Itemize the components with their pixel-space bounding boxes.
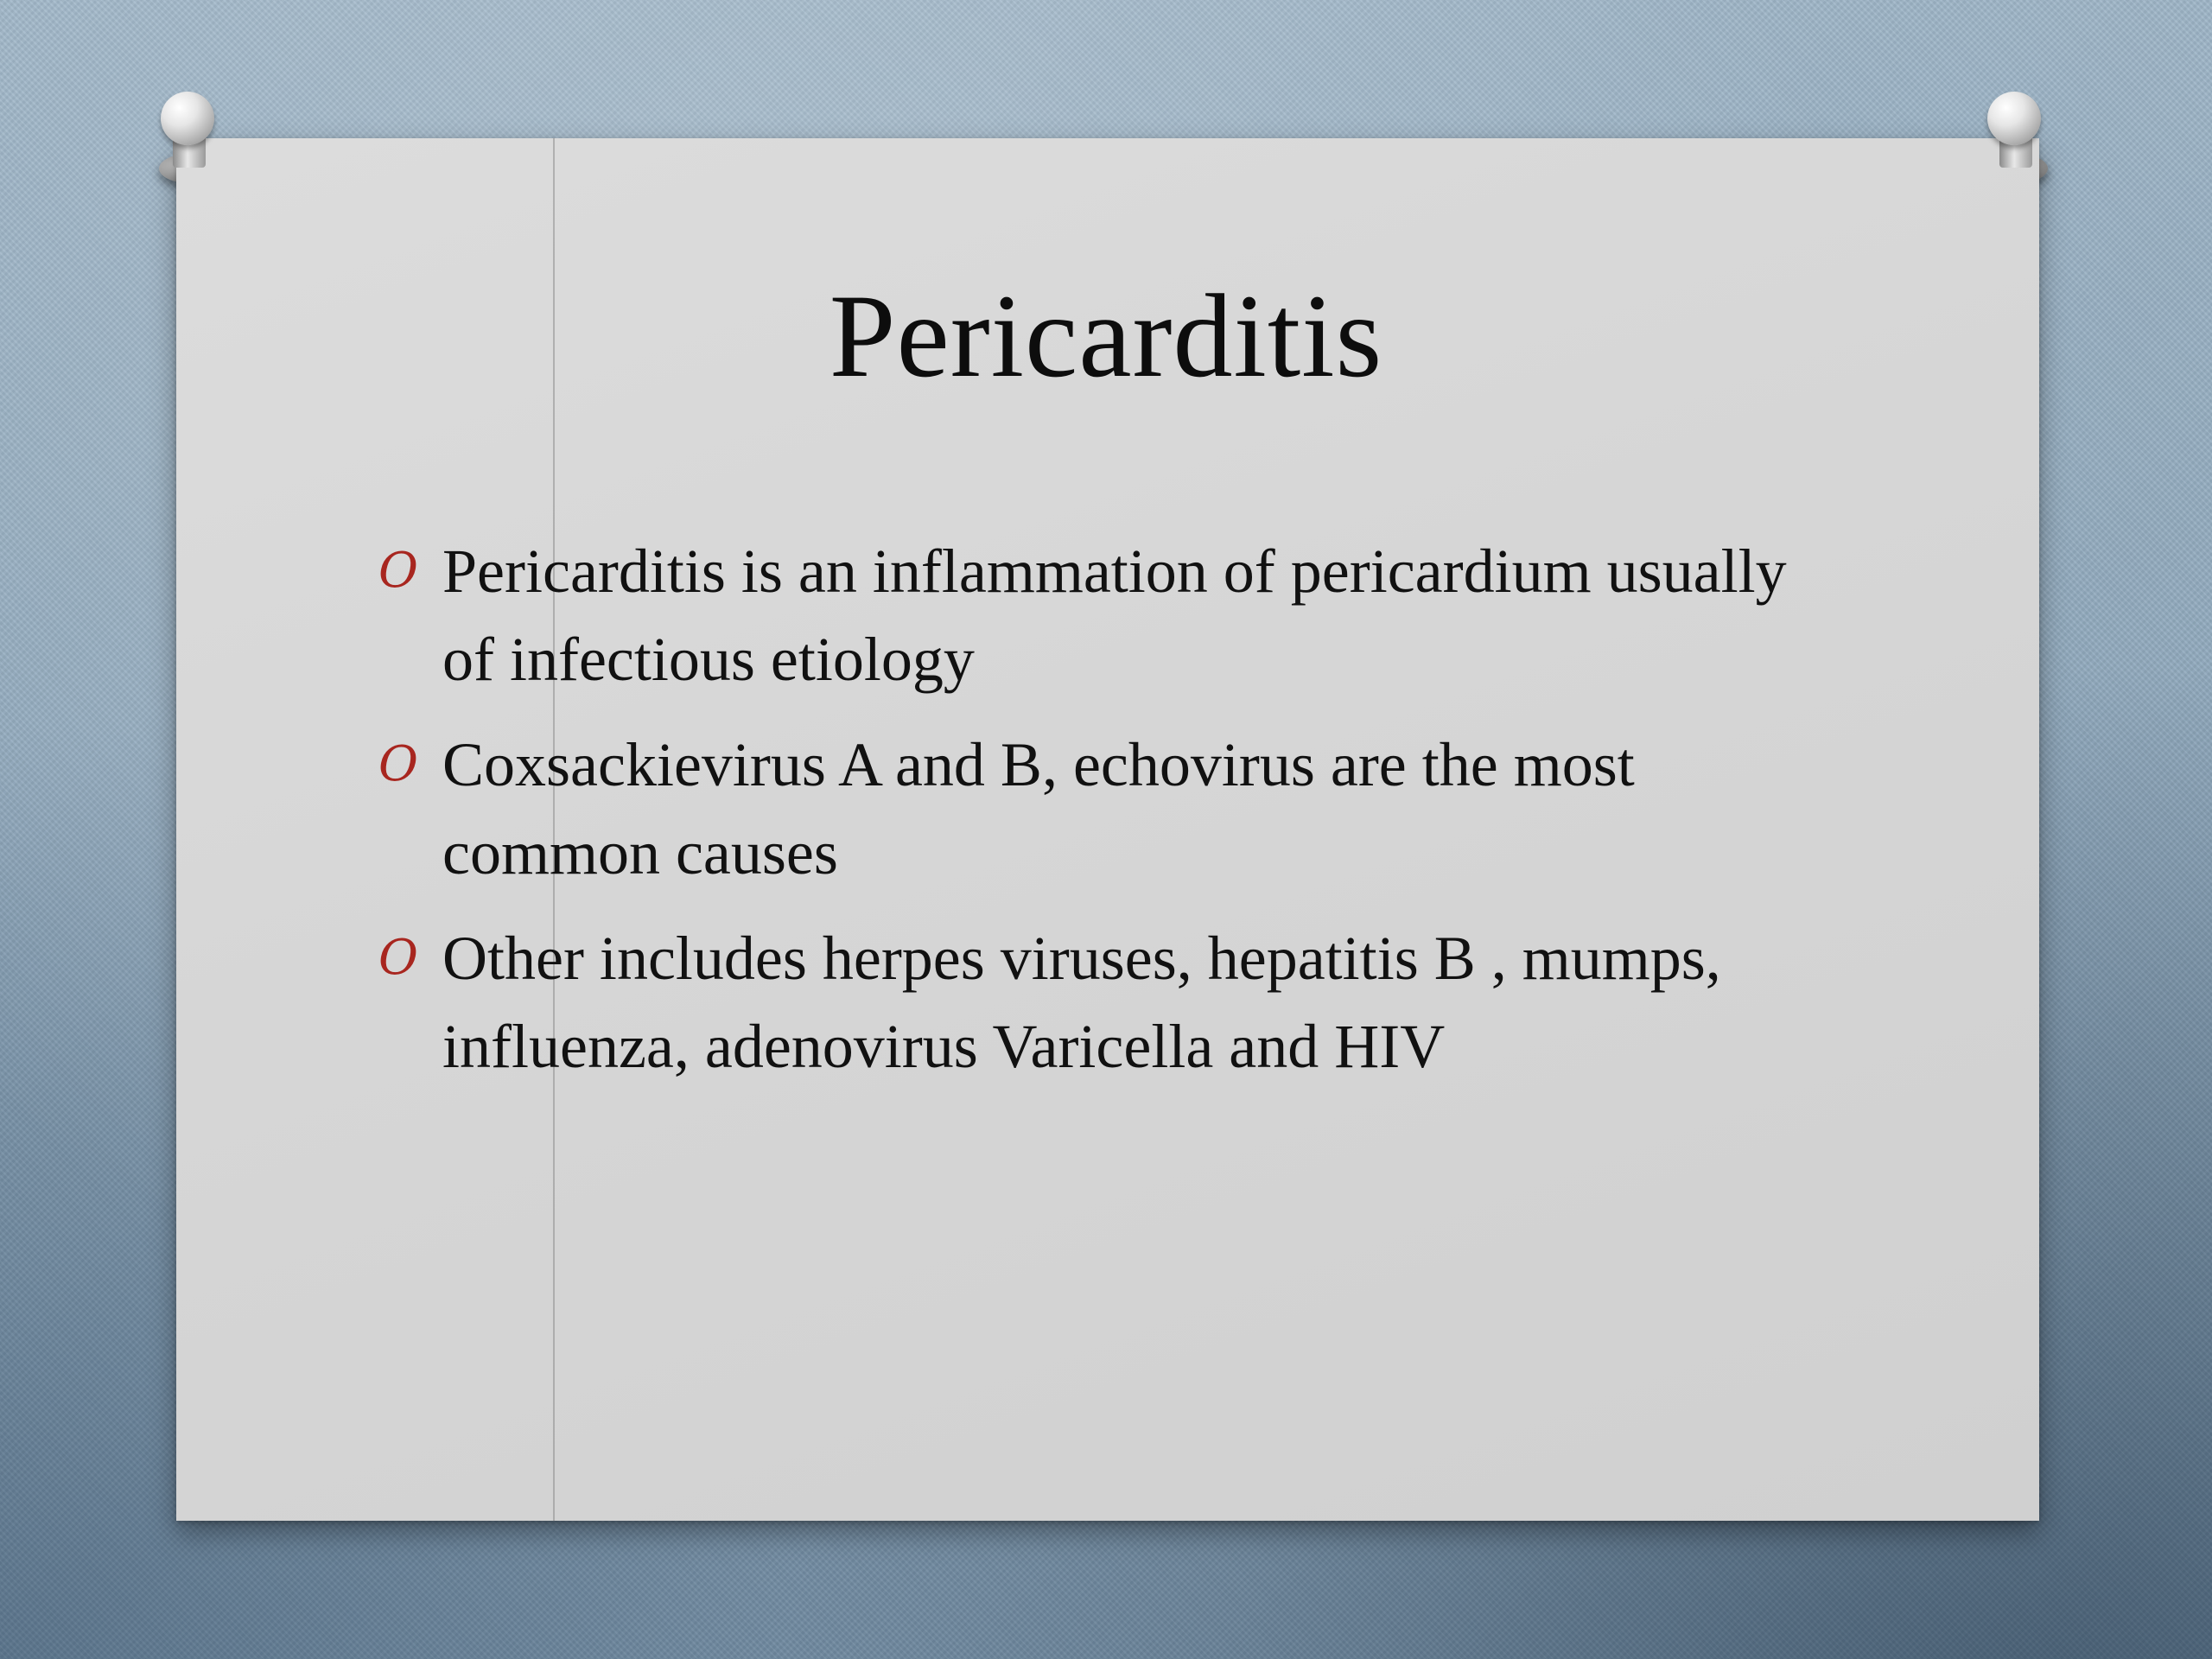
bullet-item xyxy=(372,527,1840,703)
bullet-text: Pericarditis is an inflammation of pericardium usually of infectious etiology xyxy=(442,537,1787,694)
bullet-marker-icon: O xyxy=(378,930,418,986)
bullet-marker-icon: O xyxy=(378,736,418,792)
bullet-marker-icon: O xyxy=(378,543,418,599)
slide-title: Pericarditis xyxy=(829,270,1383,402)
bullet-text: Other includes herpes viruses, hepatitis B , mumps, influenza, adenovirus Varicella and HIV xyxy=(442,924,1721,1081)
bullet-text: Coxsackievirus A and B, echovirus are the most common causes xyxy=(442,730,1635,887)
bullet-item xyxy=(372,914,1840,1090)
bullet-list xyxy=(372,527,1840,1108)
bullet-item xyxy=(372,721,1840,897)
